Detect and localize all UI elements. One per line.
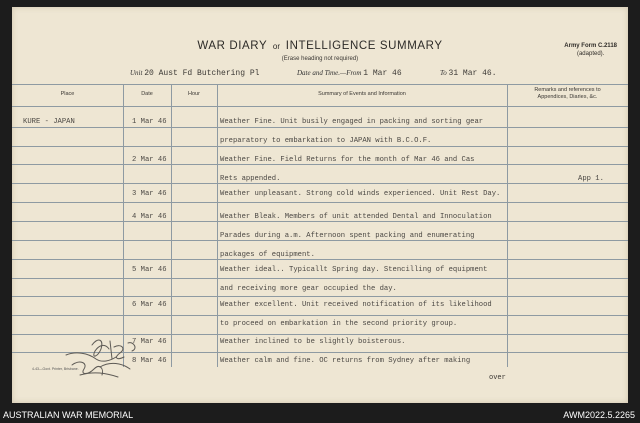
entry-summary-line: Weather ideal.. Typicallt Spring day. Stencilling of equipment (220, 266, 488, 274)
entry-date: 7 Mar 46 (132, 338, 167, 346)
column-rule (217, 84, 218, 367)
handwritten-signature (52, 331, 172, 383)
date-from: 1 Mar 46 (363, 69, 402, 78)
column-header-remarks: Remarks and references to Appendices, Diaries, &c. (534, 87, 601, 100)
entry-summary-line: Weather Bleak. Members of unit attended Dental and Innoculation (220, 213, 492, 221)
entry-summary-line: preparatory to embarkation to JAPAN with B.C.O.F. (220, 137, 432, 145)
row-rule (12, 278, 628, 279)
entry-summary-line: Weather excellent. Unit received notification of its likelihood (220, 301, 492, 309)
entry-date: 6 Mar 46 (132, 301, 167, 309)
entry-date: 1 Mar 46 (132, 118, 167, 126)
entry-summary-line: Rets appended. (220, 175, 281, 183)
row-rule (12, 259, 628, 260)
unit-value: 20 Aust Fd Butchering Pl (144, 69, 260, 78)
footer-accession-number: AWM2022.5.2265 (563, 410, 635, 420)
entry-date: 3 Mar 46 (132, 190, 167, 198)
date-to-field: To 31 Mar 46. (440, 69, 497, 78)
row-rule (12, 164, 628, 165)
row-rule (12, 84, 628, 85)
document-subtitle: (Erase heading not required) (281, 56, 359, 62)
entry-summary-line: and receiving more gear occupied the day. (220, 285, 397, 293)
entry-summary-line: Weather calm and fine. OC returns from Sydney after making (220, 357, 471, 365)
entry-summary-line: Weather Fine. Field Returns for the month of Mar 46 and Cas (220, 156, 475, 164)
column-rule (507, 84, 508, 367)
row-rule (12, 296, 628, 297)
over-note: over (489, 374, 506, 382)
entry-summary-line: packages of equipment. (220, 251, 315, 259)
row-rule (12, 183, 628, 184)
entry-summary-line: Weather Fine. Unit busily engaged in packing and sorting gear (220, 118, 484, 126)
army-form-label: Army Form C.2118 (adapted). (564, 43, 617, 57)
row-rule (12, 221, 628, 222)
entry-summary-line: Weather unpleasant. Strong cold winds experienced. Unit Rest Day. (220, 190, 501, 198)
row-rule (12, 127, 628, 128)
row-rule (12, 106, 628, 107)
entry-date: 5 Mar 46 (132, 266, 167, 274)
entry-date: 2 Mar 46 (132, 156, 167, 164)
footer-collection-name: AUSTRALIAN WAR MEMORIAL (3, 410, 134, 420)
document-title: WAR DIARY or INTELLIGENCE SUMMARY (197, 40, 443, 52)
column-header-hour: Hour (188, 91, 200, 97)
entry-summary-line: Parades during a.m. Afternoon spent packing and enumerating (220, 232, 475, 240)
column-rule (171, 84, 172, 367)
column-rule (123, 84, 124, 367)
unit-field: Unit 20 Aust Fd Butchering Pl (130, 69, 260, 78)
entry-summary-line: to proceed on embarkation in the second priority group. (220, 320, 458, 328)
entry-remark: App 1. (578, 175, 604, 183)
printer-imprint: 4-43—Govt. Printer, Brisbane. (32, 367, 79, 371)
war-diary-sheet (12, 7, 628, 403)
column-header-place: Place (60, 91, 75, 97)
date-to: 31 Mar 46. (448, 69, 497, 78)
entry-date: 8 Mar 46 (132, 357, 167, 365)
column-header-summary: Summary of Events and Information (318, 91, 406, 97)
entry-date: 4 Mar 46 (132, 213, 167, 221)
row-rule (12, 240, 628, 241)
date-range-field: Date and Time.—From 1 Mar 46 (297, 69, 402, 78)
row-rule (12, 202, 628, 203)
row-rule (12, 146, 628, 147)
row-rule (12, 315, 628, 316)
entry-place: KURE - JAPAN (23, 118, 75, 126)
column-header-date: Date (141, 91, 153, 97)
entry-summary-line: Weather inclined to be slightly boisterous. (220, 338, 406, 346)
